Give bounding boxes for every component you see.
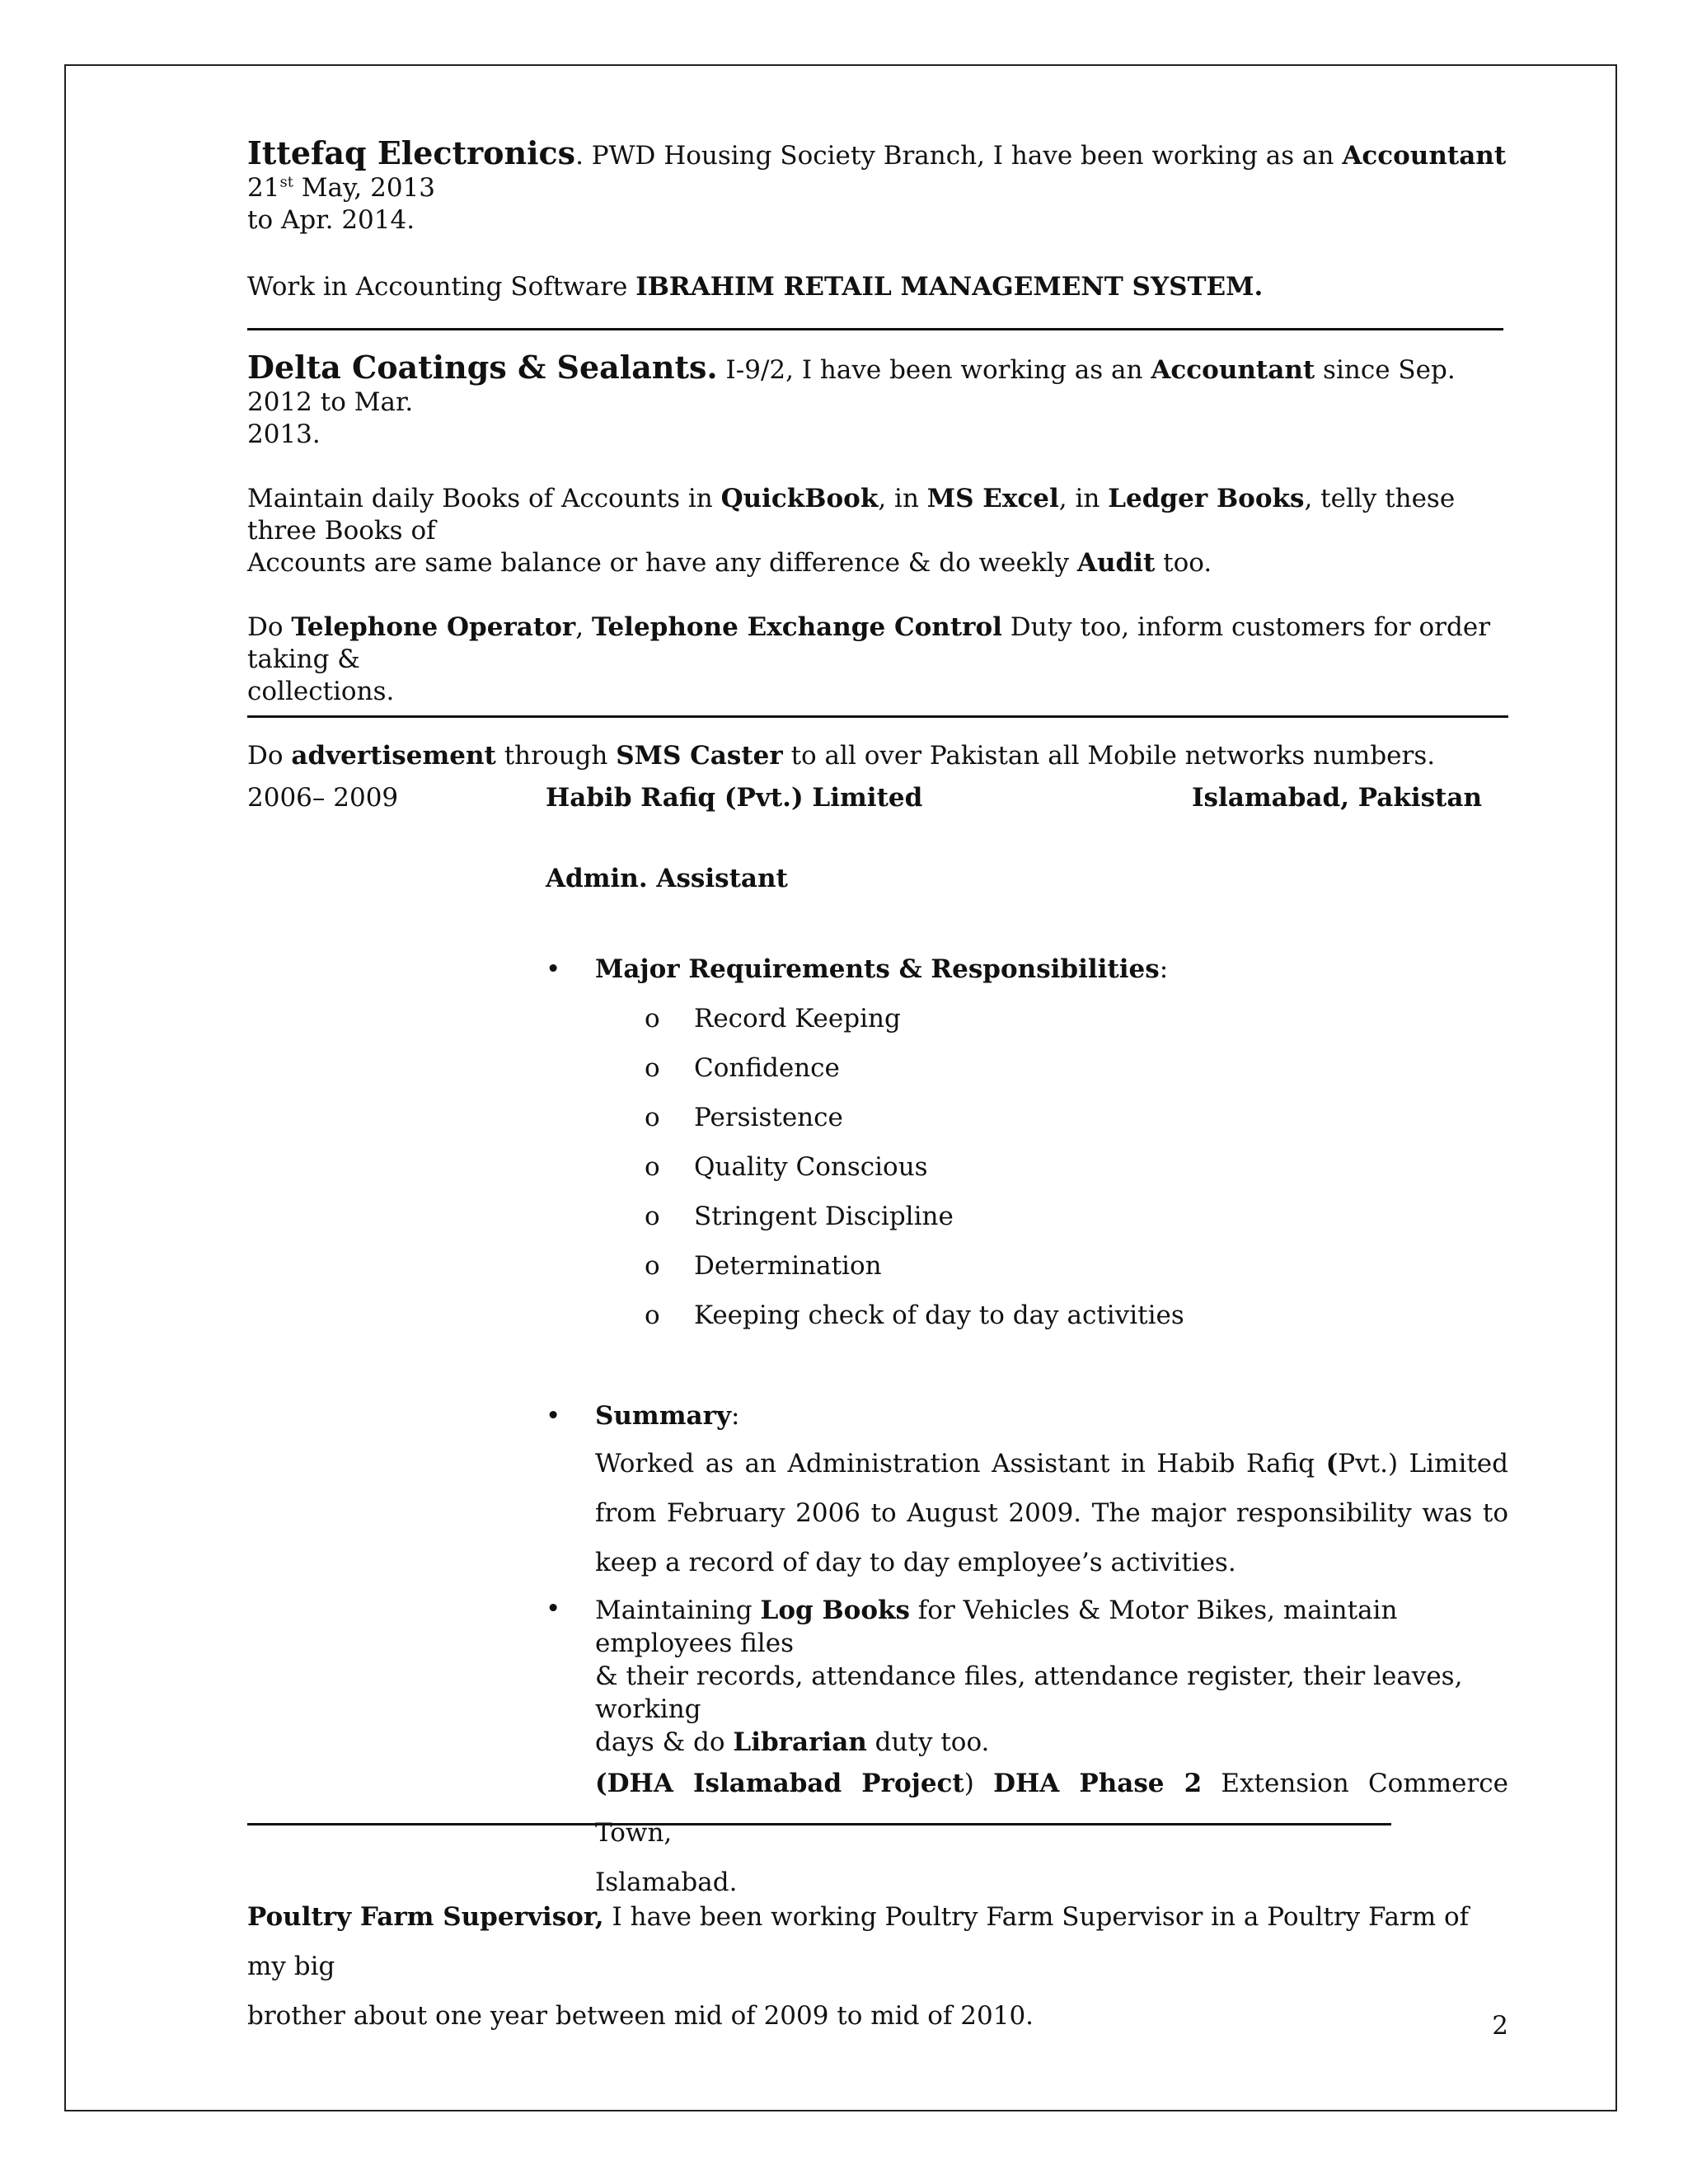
- page-number: 2: [1492, 2011, 1508, 2041]
- divider: [247, 1823, 1391, 1825]
- text: duty too.: [866, 1727, 990, 1757]
- circle-bullet-icon: o: [645, 1202, 660, 1231]
- req-label-text: Major Requirements & Responsibilities: [595, 954, 1160, 984]
- text: (: [1325, 1449, 1339, 1479]
- delta-section: [247, 351, 1508, 772]
- delta-para-2: [247, 612, 1508, 708]
- dha-line: [595, 1759, 1508, 1858]
- librarian-text: Librarian: [733, 1727, 867, 1757]
- delta-intro: I-9/2, I have been working as an: [717, 355, 1151, 385]
- habib-role: Admin. Assistant: [546, 864, 788, 893]
- advertisement-text: advertisement: [291, 741, 496, 771]
- ittefaq-line-2: to Apr. 2014.: [247, 205, 415, 235]
- ittefaq-software: [247, 271, 1508, 303]
- poultry-line-2: brother about one year between mid of 2009 to mid of 2010.: [247, 2001, 1034, 2031]
- ittefaq-company: Ittefaq Electronics: [247, 134, 576, 171]
- list-item-text: Quality Conscious: [694, 1152, 928, 1182]
- summary-label-text: Summary: [595, 1401, 731, 1431]
- habib-company: Habib Rafiq (Pvt.) Limited: [546, 783, 923, 813]
- poultry-line-1: [247, 1892, 1508, 1991]
- habib-years: 2006– 2009: [247, 783, 399, 813]
- bullet-icon: •: [546, 1401, 561, 1431]
- circle-bullet-icon: o: [645, 1053, 660, 1083]
- text: ,: [575, 612, 592, 642]
- colon: :: [1159, 954, 1169, 984]
- list-item-text: Persistence: [694, 1103, 843, 1132]
- circle-bullet-icon: o: [645, 1004, 660, 1033]
- poultry-section: [247, 1892, 1508, 2041]
- delta-line-1: [247, 351, 1508, 419]
- list-item-text: Stringent Discipline: [694, 1202, 954, 1231]
- dha-city: Islamabad.: [595, 1868, 738, 1897]
- text: Duty too, inform customers for order taking &: [247, 612, 1491, 674]
- text: Accounts are same balance or have any difference & do weekly: [247, 548, 1077, 578]
- text: Pvt.) Limited from February 2006 to August 2009. The major responsibility was to keep a record of day to day employee’s activities.: [595, 1449, 1509, 1577]
- list-item-text: Determination: [694, 1251, 882, 1281]
- text: Maintaining: [595, 1596, 761, 1625]
- ittefaq-section: [247, 134, 1508, 303]
- log-text: [595, 1594, 1508, 1907]
- text: days & do: [595, 1727, 734, 1757]
- text: I have been working Poultry Farm Supervisor in a Poultry Farm of my big: [247, 1902, 1470, 1981]
- bullet-icon: •: [546, 1594, 561, 1624]
- telephone-operator-text: Telephone Operator: [291, 612, 576, 642]
- dha-project-text: (DHA Islamabad Project: [595, 1769, 964, 1798]
- text: for Vehicles & Motor Bikes, maintain employees files: [595, 1596, 1398, 1658]
- delta-company: Delta Coatings & Sealants.: [247, 349, 718, 386]
- divider: [247, 715, 1508, 718]
- list-item-text: Record Keeping: [694, 1004, 901, 1033]
- list-item-text: Keeping check of day to day activities: [694, 1301, 1184, 1330]
- circle-bullet-icon: o: [645, 1251, 660, 1281]
- poultry-title: Poultry Farm Supervisor,: [247, 1902, 604, 1932]
- text: Maintain daily Books of Accounts in: [247, 484, 721, 513]
- excel-text: MS Excel: [926, 484, 1059, 513]
- delta-period-b: 2013.: [247, 419, 321, 449]
- log-books-text: Log Books: [760, 1596, 910, 1625]
- colon: :: [730, 1401, 740, 1431]
- dha-phase-text: DHA Phase 2: [993, 1769, 1203, 1798]
- circle-bullet-icon: o: [645, 1301, 660, 1330]
- ittefaq-software-name: IBRAHIM RETAIL MANAGEMENT SYSTEM.: [635, 272, 1264, 302]
- audit-text: Audit: [1076, 548, 1156, 578]
- ittefaq-intro: . PWD Housing Society Branch, I have been working as an: [575, 141, 1343, 171]
- ittefaq-date-a: 21: [247, 173, 280, 203]
- ittefaq-software-intro: Work in Accounting Software: [247, 272, 636, 302]
- delta-para-1: [247, 483, 1508, 579]
- ittefaq-date-b: May, 2013: [293, 173, 436, 203]
- quickbook-text: QuickBook: [720, 484, 879, 513]
- text: , in: [878, 484, 927, 513]
- text: Do: [247, 741, 292, 771]
- circle-bullet-icon: o: [645, 1152, 660, 1182]
- summary-label: [595, 1401, 739, 1431]
- ittefaq-date-sup: st: [279, 173, 293, 191]
- text: through: [495, 741, 617, 771]
- req-label: [595, 954, 1168, 984]
- text: collections.: [247, 677, 395, 706]
- divider: [247, 328, 1503, 330]
- log-line-3: [595, 1726, 1508, 1759]
- text: , in: [1058, 484, 1109, 513]
- circle-bullet-icon: o: [645, 1103, 660, 1132]
- exchange-text: Telephone Exchange Control: [591, 612, 1002, 642]
- text: , telly these three Books of: [247, 484, 1456, 546]
- habib-location: Islamabad, Pakistan: [1192, 783, 1482, 813]
- ittefaq-role: Accountant: [1342, 141, 1507, 171]
- text: Do: [247, 612, 292, 642]
- delta-period-a: since Sep. 2012 to Mar.: [247, 355, 1456, 417]
- sms-caster-text: SMS Caster: [616, 741, 783, 771]
- text: Worked as an Administration Assistant in Habib Rafiq: [595, 1449, 1326, 1479]
- ledger-text: Ledger Books: [1108, 484, 1305, 513]
- bullet-icon: •: [546, 954, 561, 984]
- summary-text: [595, 1439, 1508, 1587]
- ittefaq-line-1: [247, 134, 1508, 204]
- text: ): [964, 1769, 994, 1798]
- text: Extension Commerce Town,: [595, 1769, 1508, 1848]
- log-line-2: & their records, attendance files, attendance register, their leaves, working: [595, 1661, 1463, 1724]
- delta-para-3: [247, 740, 1508, 772]
- text: to all over Pakistan all Mobile networks numbers.: [782, 741, 1436, 771]
- list-item-text: Confidence: [694, 1053, 840, 1083]
- text: too.: [1155, 548, 1212, 578]
- delta-role: Accountant: [1151, 355, 1315, 385]
- log-line-1: [595, 1594, 1508, 1660]
